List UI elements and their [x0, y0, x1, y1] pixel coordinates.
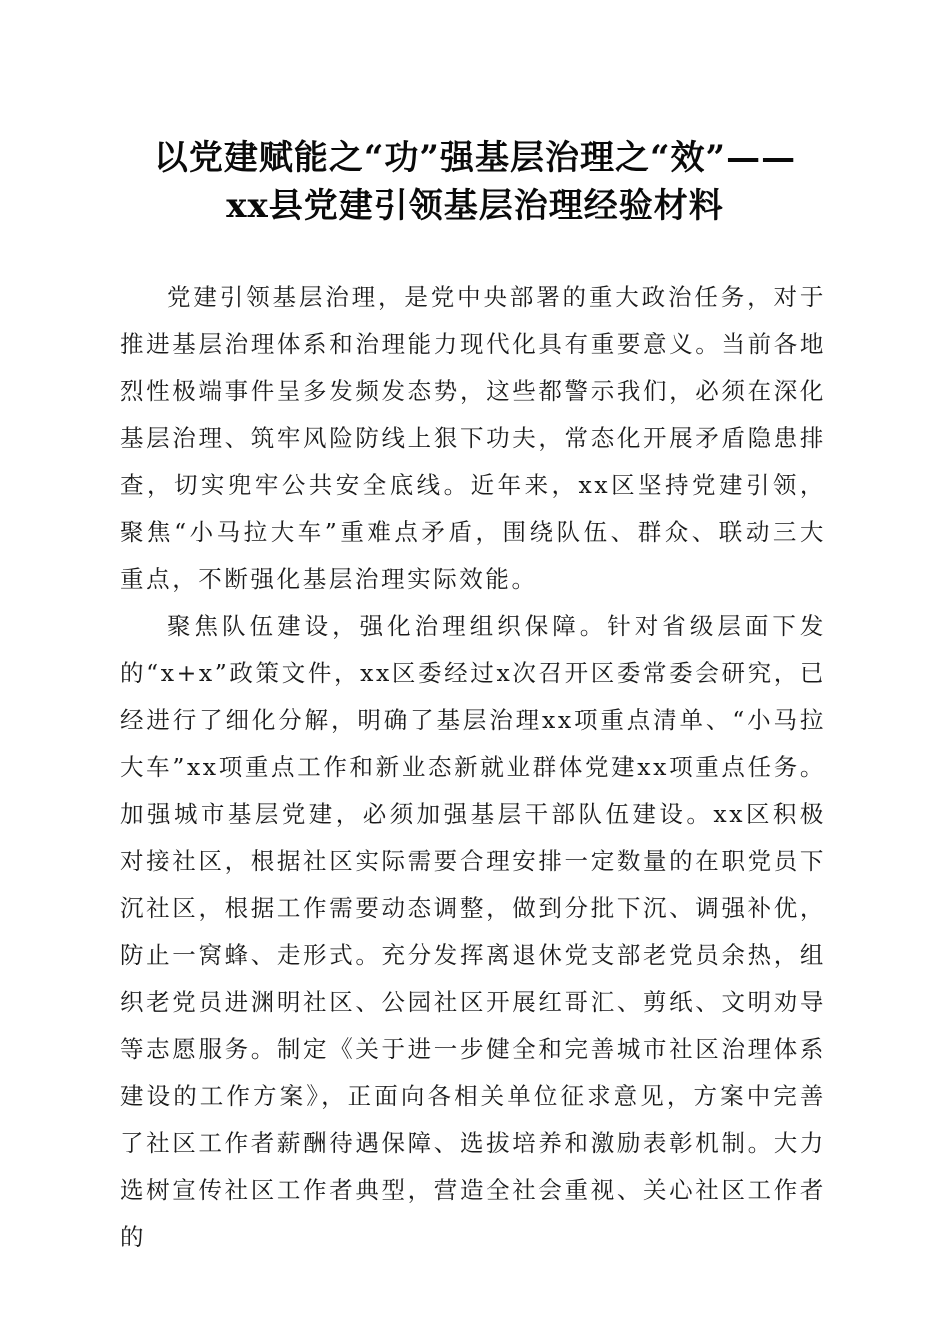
title-line-1: 以党建赋能之“功”强基层治理之“效”——: [153, 138, 797, 178]
document-body: [120, 274, 826, 1261]
paragraph-2: 聚焦队伍建设，强化治理组织保障。针对省级层面下发的“x+x”政策文件，xx区委经过x次召开区委常委会研究，已经进行了细化分解，明确了基层治理xx项重点清单、“小马拉大车”xx项重点工作和新业态新就业群体党建xx项重点任务。加强城市基层党建，必须加强基层干部队伍建设。xx区积极对接社区，根据社区实际需要合理安排一定数量的在职党员下沉社区，根据工作需要动态调整，做到分批下沉、调强补优，防止一窝蜂、走形式。充分发挥离退休党支部老党员余热，组织老党员进渊明社区、公园社区开展红哥汇、剪纸、文明劝导等志愿服务。制定《关于进一步健全和完善城市社区治理体系建设的工作方案》，正面向各相关单位征求意见，方案中完善了社区工作者薪酬待遇保障、选拔培养和激励表彰机制。大力选树宣传社区工作者典型，营造全社会重视、关心社区工作者的: [120, 612, 826, 1251]
document-title: [100, 134, 850, 230]
title-line-2: xx县党建引领基层治理经验材料: [226, 186, 724, 226]
paragraph-1: 党建引领基层治理，是党中央部署的重大政治任务，对于推进基层治理体系和治理能力现代化具有重要意义。当前各地烈性极端事件呈多发频发态势，这些都警示我们，必须在深化基层治理、筑牢风险防线上狠下功夫，常态化开展矛盾隐患排查，切实兜牢公共安全底线。近年来，xx区坚持党建引领，聚焦“小马拉大车”重难点矛盾，围绕队伍、群众、联动三大重点，不断强化基层治理实际效能。: [120, 283, 826, 593]
